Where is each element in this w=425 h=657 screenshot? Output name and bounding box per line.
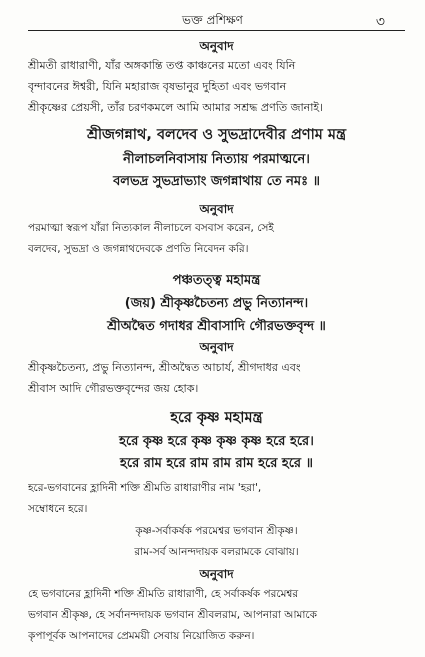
text-line: রাম-সর্ব আনন্দদায়ক বলরামকে বোঝায়।: [134, 546, 299, 558]
text-line: শ্রীকৃষ্ণচৈতন্য, প্রভু নিত্যানন্দ, শ্রীঅদ্বৈত আচার্য, শ্রীগদাধর এবং: [28, 361, 301, 374]
text-line: সম্বোধনে হরে।: [28, 503, 88, 515]
text-line: কৃষ্ণ-সর্বাকর্ষক পরমেশ্বর ভগবান শ্রীকৃষ্ণ।: [135, 525, 298, 537]
text-line: অনুবাদ: [199, 39, 234, 53]
page-header: [0, 10, 425, 30]
text-line: পঞ্চতত্ত্ব মহামন্ত্র: [172, 273, 261, 288]
text-line: শ্রীবাস আদি গৌরভক্তবৃন্দের জয় হোক।: [28, 382, 199, 395]
running-title: ভক্ত প্রশিক্ষণ: [182, 13, 243, 27]
text-line: বলভদ্র সুভদ্রাভ্যাং জগন্নাথায় তে নমঃ ॥: [113, 174, 320, 189]
text-line: বলদেব, সুভদ্রা ও জগন্নাথদেবকে প্রণতি নিবেদন করি।: [28, 243, 249, 255]
text-line: হরে কৃষ্ণ হরে কৃষ্ণ কৃষ্ণ কৃষ্ণ হরে হরে।: [119, 434, 314, 449]
text-line: নীলাচলনিবাসায় নিত্যায় পরমাত্মনে।: [123, 152, 310, 167]
text-line: অনুবাদ: [199, 340, 234, 354]
text-line: শ্রীজগন্নাথ, বলদেব ও সুভদ্রাদেবীর প্রণাম মন্ত্র: [86, 127, 347, 143]
text-line: বৃন্দাবনের ঈশ্বরী, যিনি মহারাজ বৃষভানুর দুহিতা এবং ভগবান: [28, 80, 287, 93]
text-line: শ্রীমতী রাধারাণী, যাঁর অঙ্গকান্তি তপ্ত কাঞ্চনের মতো এবং যিনি: [28, 59, 296, 72]
text-line: ভগবান শ্রীকৃষ্ণ, হে সর্বানন্দদায়ক ভগবান শ্রীবলরাম, আপনারা আমাকে: [28, 609, 317, 621]
text-line: অনুবাদ: [199, 202, 234, 216]
text-line: হরে-ভগবানের হ্লাদিনী শক্তি শ্রীমতি রাধারাণীর নাম 'হরা',: [28, 482, 262, 494]
text-line: পরমাত্মা স্বরূপ যাঁরা নিত্যকাল নীলাচলে বসবাস করেন, সেই: [28, 222, 274, 234]
text-line: অনুবাদ: [199, 567, 234, 581]
header-rule: [28, 30, 405, 31]
text-line: কৃপাপূর্বক আপনাদের প্রেমময়ী সেবায় নিয়োজিত করুন।: [28, 630, 255, 642]
page-number: ৩: [375, 14, 385, 30]
text-line: হরে রাম হরে রাম রাম রাম হরে হরে ॥: [120, 456, 313, 471]
text-line: হে ভগবানের হ্লাদিনী শক্তি শ্রীমতি রাধারাণী, হে সর্বাকর্ষক পরমেশ্বর: [28, 588, 299, 600]
text-line: (জয়) শ্রীকৃষ্ণচৈতন্য প্রভু নিত্যানন্দ।: [124, 296, 309, 311]
text-line: হরে কৃষ্ণ মহামন্ত্র: [170, 410, 263, 426]
text-line: শ্রীকৃষ্ণের প্রেয়সী, তাঁর চরণকমলে আমি আমার সশ্রদ্ধ প্রণতি জানাই।: [28, 101, 324, 114]
text-line: শ্রীঅদ্বৈত গদাধর শ্রীবাসাদি গৌরভক্তবৃন্দ ॥: [107, 319, 326, 334]
